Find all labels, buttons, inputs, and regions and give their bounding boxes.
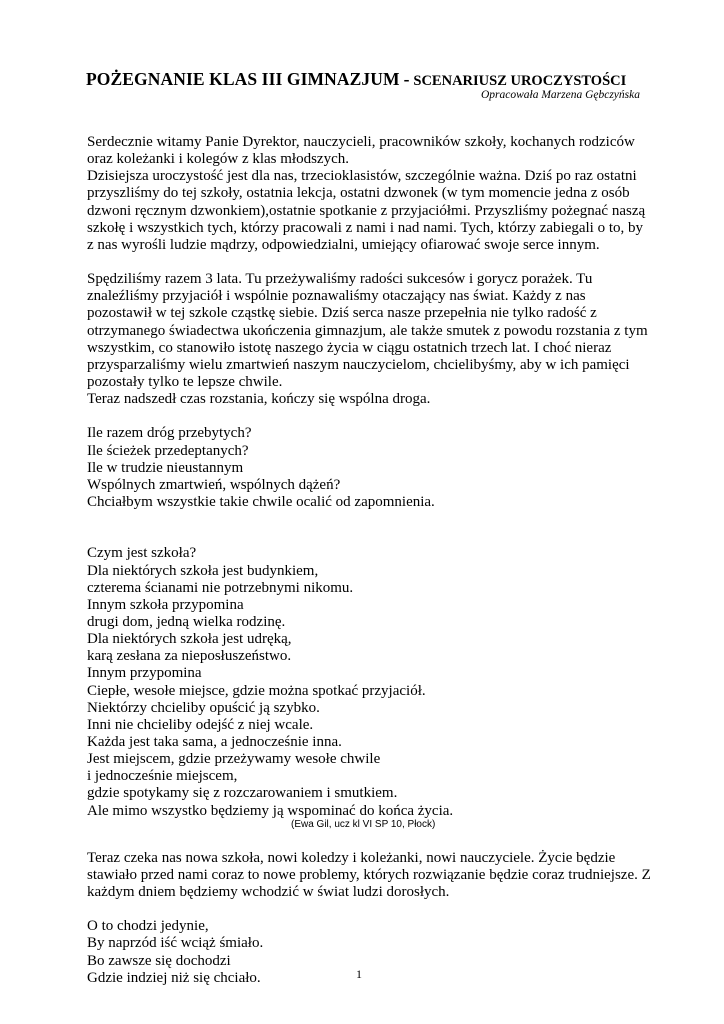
text-line: z nas wyrośli ludzie mądrzy, odpowiedzialni, umiejący ofiarować swoje serce innym.	[87, 236, 600, 253]
poem-line: Ile razem dróg przebytych?	[87, 425, 252, 442]
text-line: Dzisiejsza uroczystość jest dla nas, trzecioklasistów, szczególnie ważna. Dziś po raz ostatni	[87, 168, 637, 185]
poem-roads	[87, 425, 647, 511]
poem-line: Inni nie chcieliby odejść z niej wcale.	[87, 716, 314, 733]
author-credit: Opracowała Marzena Gębczyńska	[480, 89, 640, 101]
text-line: wszystkim, co stanowiło istotę naszego życia w ciągu ostatnich trzech lat. I choć nieraz	[87, 339, 612, 356]
title-subtitle: SCENARIUSZ UROCZYSTOŚCI	[413, 73, 627, 89]
text-line: Spędziliśmy razem 3 lata. Tu przeżywaliśmy radości sukcesów i gorycz porażek. Tu	[87, 271, 593, 288]
text-line: pozostały tylko te lepsze chwile.	[87, 373, 283, 390]
text-line: przysparzaliśmy wielu zmartwień naszym nauczycielom, chcielibyśmy, aby w ich pamięci	[87, 356, 630, 373]
text-line: Teraz nadszedł czas rozstania, kończy się wspólna droga.	[87, 391, 431, 408]
poem-line: i jednocześnie miejscem,	[87, 768, 238, 785]
poem-line: karą zesłana za nieposłuszeństwo.	[87, 648, 292, 665]
text-line: otrzymanego świadectwa ukończenia gimnazjum, ale także smutek z powodu rozstania z tym	[87, 322, 648, 339]
poem-line: By naprzód iść wciąż śmiało.	[87, 935, 264, 952]
poem-line: Ciepłe, wesołe miejsce, gdzie można spotkać przyjaciół.	[87, 682, 426, 699]
poem-line: Każda jest taka sama, a jednocześnie inna.	[87, 733, 342, 750]
text-line: Teraz czeka nas nowa szkoła, nowi koledzy i koleżanki, nowi nauczyciele. Życie będzie	[87, 849, 616, 866]
text-line: każdym dniem będziemy wchodzić w świat ludzi dorosłych.	[87, 884, 450, 901]
document-title	[86, 69, 646, 90]
poem-line: Bo zawsze się dochodzi	[87, 952, 231, 969]
poem-line: czterema ścianami nie potrzebnymi nikomu.	[87, 579, 354, 596]
poem-line: Ale mimo wszystko będziemy ją wspominać do końca życia.	[87, 802, 454, 819]
text-line: Serdecznie witamy Panie Dyrektor, nauczycieli, pracowników szkoły, kochanych rodziców	[87, 134, 635, 150]
poem-line: Chciałbym wszystkie takie chwile ocalić od zapomnienia.	[87, 493, 435, 510]
poem-line: Dla niektórych szkoła jest budynkiem,	[87, 562, 319, 579]
intro-paragraph	[87, 134, 647, 254]
text-line: dzwoni ręcznym dzwonkiem),ostatnie spotkanie z przyjaciółmi. Przyszliśmy pożegnać naszą	[87, 202, 646, 219]
poem-line: Wspólnych zmartwień, wspólnych dążeń?	[87, 476, 341, 493]
poem-line: drugi dom, jedną wielka rodzinę.	[87, 613, 286, 630]
poem-line: gdzie spotykamy się z rozczarowaniem i smutkiem.	[87, 785, 398, 802]
poem-line: Ile ścieżek przedeptanych?	[87, 442, 249, 459]
text-line: szkołę i wszystkich tych, którzy pracowali z nami i nad nami. Tych, którzy zabiegali o to, by	[87, 219, 644, 236]
poem-line: Czym jest szkoła?	[87, 545, 197, 562]
poem-closing	[87, 918, 647, 987]
poem-line: Gdzie indziej niż się chciało.	[87, 969, 261, 986]
poem-what-is-school	[87, 545, 647, 832]
poem-credit: (Ewa Gil, ucz kl VI SP 10, Płock)	[291, 818, 436, 830]
text-line: stawiało przed nami coraz to nowe problemy, których rozwiązanie będzie coraz trudniejsze. Z	[87, 866, 651, 883]
poem-line: O to chodzi jedynie,	[87, 918, 209, 935]
text-line: oraz koleżanki i kolegów z klas młodszych.	[87, 151, 350, 168]
poem-line: Jest miejscem, gdzie przeżywamy wesołe chwile	[87, 751, 381, 768]
poem-line: Dla niektórych szkoła jest udręką,	[87, 631, 292, 648]
poem-line: Innym przypomina	[87, 665, 202, 682]
memories-paragraph	[87, 271, 647, 408]
title-separator: -	[403, 69, 410, 89]
document-body	[87, 134, 651, 987]
page-number: 1	[356, 967, 362, 981]
future-paragraph	[87, 849, 651, 901]
poem-line: Innym szkoła przypomina	[87, 596, 244, 613]
poem-line: Ile w trudzie nieustannym	[87, 459, 244, 476]
text-line: pozostawił w tej szkole cząstkę siebie. Dziś serca nasze przepełnia nie tylko radość z	[87, 305, 597, 322]
poem-line: Niektórzy chcieliby opuścić ją szybko.	[87, 699, 320, 716]
title-main: POŻEGNANIE KLAS III GIMNAZJUM	[86, 69, 400, 89]
text-line: znaleźliśmy przyjaciół i wspólnie poznawaliśmy otaczający nas świat. Każdy z nas	[87, 288, 586, 305]
text-line: przyszliśmy do tej szkoły, ostatnia lekcja, ostatni dzwonek (w tym momencie jedna z osób	[87, 185, 630, 202]
